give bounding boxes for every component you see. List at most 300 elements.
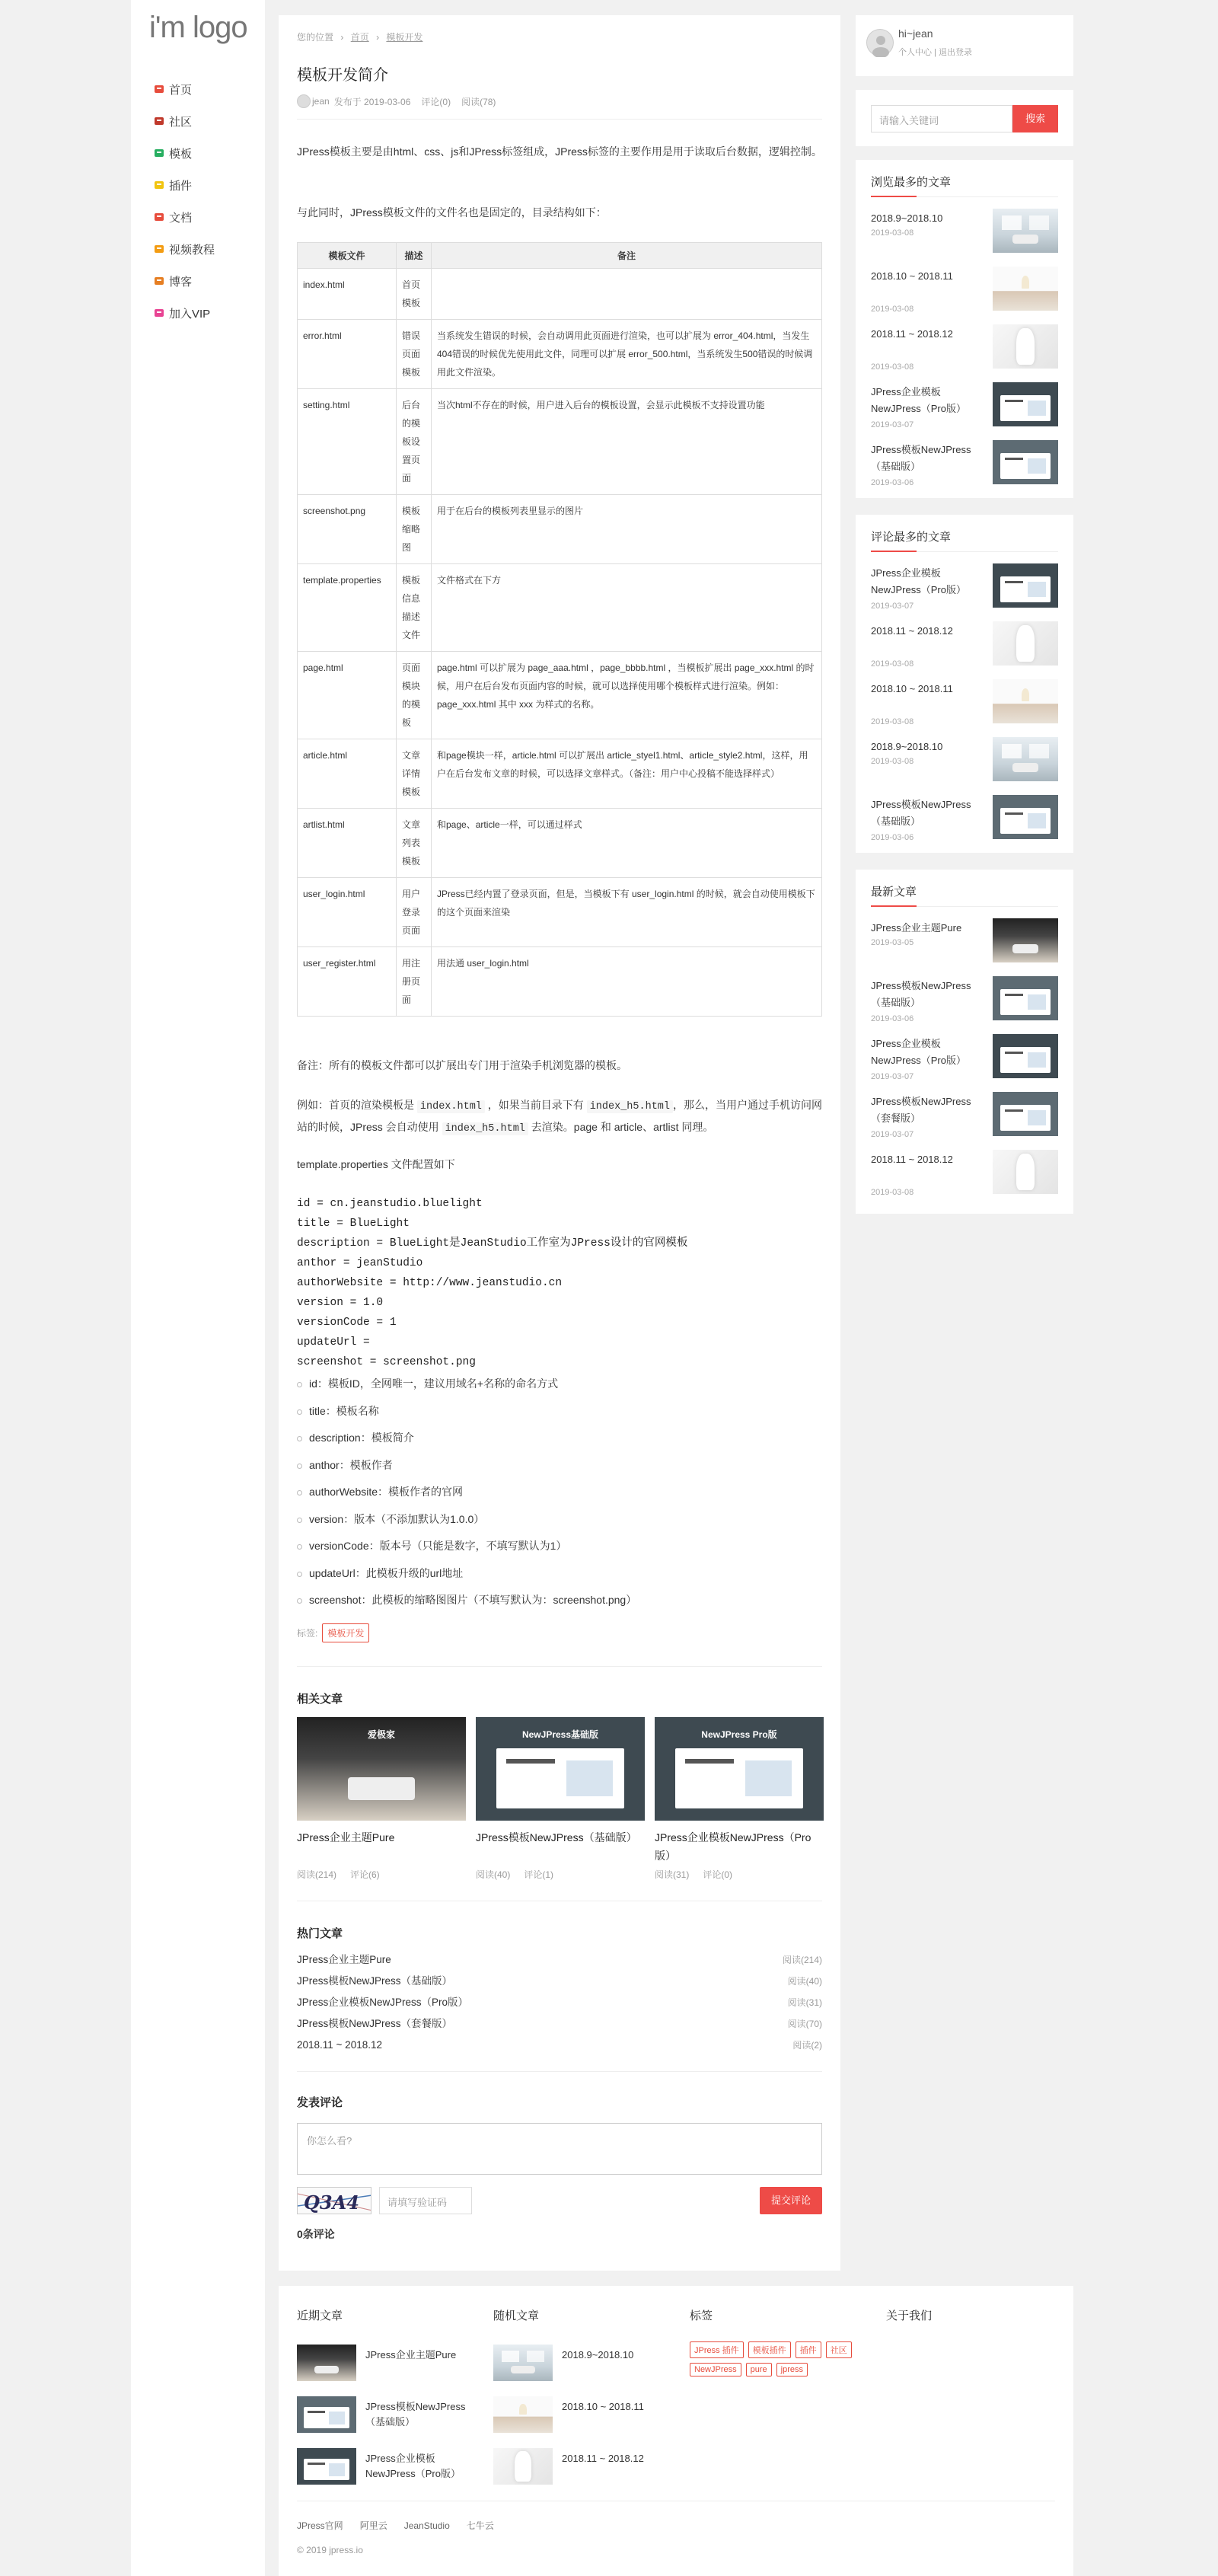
text-span: ，如果当前目录下有 [484, 1099, 587, 1111]
article-thumbnail[interactable] [476, 1717, 645, 1821]
related-title[interactable]: JPress企业模板NewJPress（Pro版） [655, 1831, 811, 1862]
table-row [298, 564, 822, 652]
sidebar-article-title[interactable]: JPress企业模板NewJPress（Pro版） [871, 1038, 966, 1066]
footer-tag[interactable]: pure [746, 2363, 772, 2376]
nav-item-label: 博客 [169, 275, 193, 289]
comment-form-title: 发表评论 [297, 2096, 343, 2109]
thumbnail-window [502, 2351, 519, 2362]
thumbnail-window [1029, 744, 1049, 758]
related-title: 相关文章 [297, 1693, 343, 1706]
sidebar-article-title[interactable]: 2018.10 ~ 2018.11 [871, 683, 953, 694]
sidebar-article[interactable] [871, 918, 1058, 976]
col-header-desc: 描述 [397, 243, 432, 269]
related-comments: 评论(6) [350, 1869, 380, 1880]
cell-file: setting.html [298, 389, 397, 495]
article-thumbnail[interactable] [993, 440, 1058, 484]
thumbnail-mockup [1000, 576, 1050, 602]
title-underline [871, 196, 1058, 197]
cell-note [432, 269, 822, 320]
breadcrumb-home-link[interactable]: 首页 [350, 32, 369, 43]
captcha-input[interactable]: 请填写验证码 [379, 2187, 472, 2214]
thumbnail-caption: NewJPress基础版 [521, 1729, 599, 1740]
template-icon [152, 147, 166, 159]
table-header-row [298, 243, 822, 269]
article-thumbnail[interactable] [993, 209, 1058, 253]
nav-item-6[interactable] [152, 265, 215, 297]
thumbnail-sofa [1012, 944, 1038, 954]
divider [297, 119, 822, 120]
related-card[interactable] [655, 1717, 824, 1881]
related-articles [297, 1717, 822, 1881]
list-item: version：版本（不添加默认为1.0.0） [297, 1506, 822, 1534]
article-tags [297, 1623, 822, 1642]
sidebar-article[interactable] [871, 1034, 1058, 1092]
nav-item-label: 插件 [169, 179, 193, 193]
col-header-note: 备注 [432, 243, 822, 269]
nav-item-label: 加入VIP [169, 307, 211, 321]
footer-article-title[interactable]: 2018.9~2018.10 [562, 2349, 634, 2361]
footer-link[interactable]: JPress官网 [297, 2520, 343, 2531]
page-title: 模板开发简介 [297, 67, 388, 84]
nav-item-0[interactable] [152, 73, 215, 105]
article-thumbnail[interactable] [493, 2396, 553, 2433]
list-item: title：模板名称 [297, 1398, 822, 1425]
nav-item-1[interactable] [152, 105, 215, 137]
footer-about-title: 关于我们 [886, 2309, 933, 2322]
footer-recent-title: 近期文章 [297, 2309, 343, 2322]
nav-item-label: 文档 [169, 211, 193, 225]
footer-tag-cloud [690, 2341, 872, 2376]
related-views: 阅读(214) [297, 1869, 337, 1880]
most-commented-list [871, 563, 1058, 853]
article-thumbnail[interactable] [993, 1150, 1058, 1194]
thumbnail-window [1002, 744, 1022, 758]
cell-note: 和page、article一样，可以通过样式 [432, 809, 822, 878]
comment-count: 评论(0) [421, 96, 451, 107]
cell-file: index.html [298, 269, 397, 320]
hot-article-title[interactable]: 2018.11 ~ 2018.12 [297, 2039, 382, 2051]
sidebar-article-date: 2019-03-06 [871, 478, 914, 487]
article-thumbnail[interactable] [993, 679, 1058, 723]
thumbnail-sofa [314, 2366, 338, 2374]
sidebar-article-date: 2019-03-08 [871, 228, 914, 238]
sidebar-article-title[interactable]: 2018.11 ~ 2018.12 [871, 625, 953, 637]
article-thumbnail[interactable] [993, 976, 1058, 1020]
divider [297, 2071, 822, 2072]
thumbnail-window [1029, 215, 1049, 230]
article-thumbnail[interactable] [297, 1717, 466, 1821]
cell-file: article.html [298, 739, 397, 809]
article-thumbnail[interactable] [493, 2345, 553, 2381]
article-thumbnail[interactable] [993, 324, 1058, 369]
sidebar-article[interactable] [871, 382, 1058, 440]
sidebar-article[interactable] [871, 209, 1058, 267]
cell-desc: 用户登录页面 [397, 878, 432, 947]
properties-list [297, 1371, 822, 1614]
sidebar-article-date: 2019-03-07 [871, 1130, 914, 1139]
cell-note: page.html 可以扩展为 page_aaa.html ，page_bbbb.html ，当模板扩展出 page_xxx.html 的时候，用户在后台发布页面内容的时候，就可以选择使用哪个模板样式进行渲染。例如： page_xxx.html 其中 xxx 为样式的名称。 [432, 652, 822, 739]
article-container [279, 15, 840, 2271]
captcha-graphic [298, 2188, 371, 2214]
inline-code: index.html [417, 1100, 485, 1113]
community-icon [152, 115, 166, 127]
latest-panel [856, 870, 1073, 1214]
divider [297, 1666, 822, 1667]
sidebar-article[interactable] [871, 563, 1058, 621]
sidebar-article-date: 2019-03-05 [871, 938, 914, 947]
comment-textarea[interactable]: 你怎么看? [297, 2123, 822, 2175]
home-icon [152, 83, 166, 95]
table-row [298, 320, 822, 389]
thumbnail-caption: 爱极家 [367, 1729, 395, 1740]
sidebar-article-date: 2019-03-06 [871, 833, 914, 842]
nav-item-3[interactable] [152, 169, 215, 201]
hot-article-title[interactable]: JPress模板NewJPress（基础版） [297, 1975, 453, 1987]
table-row [298, 269, 822, 320]
related-title[interactable]: JPress模板NewJPress（基础版） [476, 1831, 637, 1843]
intro-paragraph-2: 与此同时，JPress模板文件的文件名也是固定的，目录结构如下： [297, 206, 607, 219]
list-item: screenshot：此模板的缩略图图片（不填写默认为：screenshot.png） [297, 1587, 822, 1614]
related-title[interactable]: JPress企业主题Pure [297, 1831, 395, 1843]
footer-tag[interactable]: 模板插件 [748, 2341, 791, 2358]
table-row [298, 809, 822, 878]
table-row [298, 652, 822, 739]
publish-date: 发布于 2019-03-06 [333, 96, 411, 107]
footer-article-title[interactable]: JPress企业主题Pure [365, 2349, 457, 2361]
footer-article[interactable] [493, 2396, 644, 2448]
sidebar-article-title[interactable]: 2018.11 ~ 2018.12 [871, 1154, 953, 1165]
cell-note: 和page模块一样，article.html 可以扩展出 article_styel1.html、article_style2.html，这样，用户在后台发布文章的时候，可以选择文章样式。（备注：用户中心投稿不能选择样式） [432, 739, 822, 809]
cell-desc: 页面模块的模板 [397, 652, 432, 739]
footer-article-title[interactable]: 2018.10 ~ 2018.11 [562, 2401, 644, 2412]
inline-code: index_h5.html [587, 1100, 673, 1113]
footer-tag[interactable]: NewJPress [690, 2363, 741, 2376]
site-footer [279, 2286, 1073, 2576]
thumbnail-mockup [1000, 989, 1050, 1015]
related-card[interactable] [476, 1717, 645, 1881]
article-thumbnail[interactable] [993, 1092, 1058, 1136]
article-thumbnail[interactable] [297, 2345, 356, 2381]
thumbnail-mockup [304, 2407, 349, 2428]
sidebar-article[interactable] [871, 621, 1058, 679]
search-input[interactable]: 请输入关键词 [871, 105, 1012, 132]
sidebar-article-title[interactable]: JPress企业模板NewJPress（Pro版） [871, 386, 966, 414]
search-button[interactable]: 搜索 [1012, 105, 1058, 132]
cell-desc: 用注册页面 [397, 947, 432, 1017]
footer-tag[interactable]: 插件 [796, 2341, 821, 2358]
thumbnail-mockup [304, 2459, 349, 2480]
sidebar-article-title[interactable]: JPress企业主题Pure [871, 922, 962, 934]
video-icon [152, 243, 166, 255]
article-thumbnail[interactable] [993, 795, 1058, 839]
cell-note: 用于在后台的模板列表里显示的图片 [432, 495, 822, 564]
nav-item-7[interactable] [152, 297, 215, 329]
sidebar-article-title[interactable]: JPress模板NewJPress（基础版） [871, 799, 971, 827]
captcha-text: Q3A4 [304, 2191, 359, 2214]
tags-label: 标签: [297, 1628, 318, 1639]
footer-recent-list [297, 2345, 466, 2500]
sidebar-article-title[interactable]: 2018.10 ~ 2018.11 [871, 270, 953, 282]
latest-list [871, 918, 1058, 1208]
sidebar-article-title[interactable]: JPress企业模板NewJPress（Pro版） [871, 567, 966, 595]
tag-link[interactable]: 模板开发 [322, 1623, 369, 1642]
thumbnail-window [1002, 215, 1022, 230]
footer-link[interactable]: JeanStudio [403, 2520, 450, 2531]
thumbnail-mockup [1000, 395, 1050, 421]
cell-file: page.html [298, 652, 397, 739]
mobile-note: 备注：所有的模板文件都可以扩展出专门用于渲染手机浏览器的模板。 [297, 1059, 627, 1071]
sidebar-article[interactable] [871, 1092, 1058, 1150]
table-row [298, 878, 822, 947]
nav-item-label: 首页 [169, 83, 193, 97]
user-panel [856, 15, 1073, 76]
user-name[interactable]: hi~jean [898, 27, 933, 40]
sidebar-article-title[interactable]: 2018.11 ~ 2018.12 [871, 328, 953, 340]
view-count: 阅读(78) [461, 96, 496, 107]
cell-file: user_register.html [298, 947, 397, 1017]
cell-file: template.properties [298, 564, 397, 652]
breadcrumb-current-link[interactable]: 模板开发 [386, 32, 423, 43]
cell-file: user_login.html [298, 878, 397, 947]
blog-icon [152, 275, 166, 287]
hot-article-row[interactable] [297, 1949, 822, 1971]
most-commented-title: 评论最多的文章 [871, 531, 952, 544]
document-icon [152, 211, 166, 223]
left-sidebar [131, 0, 265, 2576]
sidebar-article-date: 2019-03-08 [871, 362, 914, 372]
list-item: id：模板ID，全网唯一，建议用域名+名称的命名方式 [297, 1371, 822, 1398]
nav-item-label: 视频教程 [169, 243, 215, 257]
sidebar-article[interactable] [871, 679, 1058, 737]
list-item: anthor：模板作者 [297, 1452, 822, 1480]
thumbnail-figure [1016, 1154, 1035, 1191]
footer-article[interactable] [493, 2345, 634, 2396]
footer-link[interactable]: 七牛云 [466, 2520, 494, 2531]
related-meta [476, 1868, 645, 1881]
list-item: authorWebsite：模板作者的官网 [297, 1479, 822, 1506]
article-thumbnail[interactable] [493, 2448, 553, 2485]
comment-count-total: 0条评论 [297, 2228, 335, 2240]
cell-desc: 后台的模板设置页面 [397, 389, 432, 495]
related-comments: 评论(0) [703, 1869, 733, 1880]
article-thumbnail[interactable] [993, 267, 1058, 311]
text-span: 例如：首页的渲染模板是 [297, 1099, 417, 1111]
table-row [298, 947, 822, 1017]
article-thumbnail[interactable] [297, 2396, 356, 2433]
cell-note: 文件格式在下方 [432, 564, 822, 652]
thumbnail-mockup [496, 1748, 625, 1808]
sidebar-article[interactable] [871, 795, 1058, 853]
footer-article-title[interactable]: 2018.11 ~ 2018.12 [562, 2453, 644, 2464]
footer-tag[interactable]: JPress 插件 [690, 2341, 744, 2358]
related-views: 阅读(40) [476, 1869, 511, 1880]
hot-article-row[interactable] [297, 2013, 822, 2035]
article-thumbnail[interactable] [993, 737, 1058, 781]
hot-article-title[interactable]: JPress企业主题Pure [297, 1954, 391, 1965]
footer-article[interactable] [297, 2448, 461, 2500]
cell-desc: 首页模板 [397, 269, 432, 320]
author-name[interactable]: jean [312, 96, 330, 107]
properties-code-block: id = cn.jeanstudio.bluelight title = BlueLight description = BlueLight是JeanStudio工作室为JPress设计的官网模板 anthor = jeanStudio authorWebsite = http://www.jeanstudio.cn version = 1.0 versionCode = 1 updateUrl = screenshot = screenshot.png [297, 1198, 688, 1368]
captcha-image[interactable] [297, 2187, 371, 2214]
hot-article-row[interactable] [297, 1971, 822, 1992]
footer-article-title[interactable]: JPress模板NewJPress（基础版） [365, 2401, 466, 2428]
article-thumbnail[interactable] [993, 382, 1058, 426]
article-thumbnail[interactable] [655, 1717, 824, 1821]
submit-comment-button[interactable]: 提交评论 [760, 2187, 822, 2214]
user-icon [867, 30, 894, 57]
thumbnail-figure [515, 2451, 531, 2482]
hot-article-views: 阅读(40) [787, 1976, 822, 1987]
article-thumbnail[interactable] [993, 1034, 1058, 1078]
user-links[interactable]: 个人中心 | 退出登录 [898, 48, 972, 57]
latest-title: 最新文章 [871, 886, 917, 899]
cell-desc: 文章列表模板 [397, 809, 432, 878]
list-item: updateUrl：此模板升级的url地址 [297, 1560, 822, 1588]
article-meta [297, 94, 822, 108]
thumbnail-lamp [519, 2404, 526, 2415]
related-card[interactable] [297, 1717, 466, 1881]
cell-file: error.html [298, 320, 397, 389]
thumbnail-sofa [1012, 235, 1038, 244]
hot-title: 热门文章 [297, 1927, 343, 1940]
cell-desc: 模板缩略图 [397, 495, 432, 564]
text-span: ，那么，当用户通过手机访问网站的时候，JPress 会自动使用 [297, 1099, 823, 1133]
thumbnail-caption: NewJPress Pro版 [701, 1729, 777, 1740]
most-viewed-panel [856, 160, 1073, 498]
cell-note: 用法通 user_login.html [432, 947, 822, 1017]
article-thumbnail[interactable] [993, 918, 1058, 962]
sidebar-article-date: 2019-03-08 [871, 757, 914, 766]
search-panel [856, 90, 1073, 146]
nav-item-5[interactable] [152, 233, 215, 265]
title-underline [871, 551, 1058, 552]
breadcrumb-sep: › [376, 32, 380, 43]
related-meta [297, 1868, 466, 1881]
footer-tag[interactable]: 社区 [826, 2341, 852, 2358]
thumbnail-mockup [1000, 1047, 1050, 1073]
hot-article-title[interactable]: JPress企业模板NewJPress（Pro版） [297, 1997, 469, 2008]
footer-link[interactable]: 阿里云 [359, 2520, 387, 2531]
user-avatar[interactable] [866, 29, 894, 56]
main-nav [152, 73, 215, 329]
sidebar-article[interactable] [871, 324, 1058, 382]
breadcrumb-prefix: 您的位置 [297, 32, 334, 43]
inline-code: index_h5.html [442, 1122, 528, 1135]
thumbnail-sofa [1012, 763, 1038, 773]
thumbnail-sofa [348, 1777, 416, 1800]
thumbnail-figure [1016, 625, 1035, 662]
most-viewed-list [871, 209, 1058, 498]
footer-recent [297, 2307, 466, 2500]
article-thumbnail[interactable] [993, 621, 1058, 666]
footer-article[interactable] [493, 2448, 644, 2500]
thumbnail-figure [1016, 328, 1035, 365]
sidebar-article-title[interactable]: 2018.9~2018.10 [871, 741, 943, 752]
hot-article-views: 阅读(70) [787, 2019, 822, 2029]
text-span: 去渲染。page 和 article、artlist 同理。 [528, 1121, 714, 1133]
author-avatar[interactable] [297, 94, 311, 108]
hot-article-title[interactable]: JPress模板NewJPress（套餐版） [297, 2018, 453, 2029]
hot-articles-list [297, 1949, 822, 2056]
cell-desc: 文章详情模板 [397, 739, 432, 809]
sidebar-article-title[interactable]: 2018.9~2018.10 [871, 212, 943, 224]
cell-note: 当系统发生错误的时候，会自动调用此页面进行渲染，也可以扩展为 error_404.html，当发生404错误的时候优先使用此文件，同理可以扩展 error_500.html，当系统发生500错误的时候调用此文件渲染。 [432, 320, 822, 389]
article-thumbnail[interactable] [297, 2448, 356, 2485]
thumbnail-lamp [1022, 688, 1029, 701]
sidebar-article[interactable] [871, 737, 1058, 795]
most-commented-panel [856, 515, 1073, 853]
nav-item-label: 社区 [169, 115, 193, 129]
article-thumbnail[interactable] [993, 563, 1058, 608]
template-files-table [297, 242, 822, 1017]
footer-random [493, 2307, 644, 2500]
hot-article-views: 阅读(214) [782, 1955, 822, 1965]
sidebar-article[interactable] [871, 267, 1058, 324]
vip-diamond-icon [152, 307, 166, 319]
hot-article-row[interactable] [297, 1992, 822, 2013]
cell-desc: 错误页面模板 [397, 320, 432, 389]
hot-article-views: 阅读(2) [792, 2040, 822, 2051]
cell-file: artlist.html [298, 809, 397, 878]
footer-tag[interactable]: jpress [776, 2363, 808, 2376]
list-item: description：模板简介 [297, 1425, 822, 1452]
sidebar-article-date: 2019-03-08 [871, 1188, 914, 1197]
related-views: 阅读(31) [655, 1869, 690, 1880]
thumbnail-mockup [1000, 808, 1050, 834]
cell-file: screenshot.png [298, 495, 397, 564]
site-logo[interactable]: i'm logo [149, 11, 247, 44]
sidebar-article[interactable] [871, 1150, 1058, 1208]
footer-article-title[interactable]: JPress企业模板NewJPress（Pro版） [365, 2453, 461, 2479]
sidebar-article-date: 2019-03-07 [871, 602, 914, 611]
most-viewed-title: 浏览最多的文章 [871, 176, 952, 189]
footer-article[interactable] [297, 2396, 466, 2448]
nav-item-2[interactable] [152, 137, 215, 169]
sidebar-article[interactable] [871, 976, 1058, 1034]
hot-article-row[interactable] [297, 2035, 822, 2056]
footer-links [297, 2519, 511, 2532]
intro-paragraph: JPress模板主要是由html、css、js和JPress标签组成，JPress标签的主要作用是用于读取后台数据，逻辑控制。 [297, 145, 822, 158]
footer-article[interactable] [297, 2345, 457, 2396]
col-header-file: 模板文件 [298, 243, 397, 269]
nav-item-4[interactable] [152, 201, 215, 233]
sidebar-article-title[interactable]: JPress模板NewJPress（基础版） [871, 444, 971, 472]
plugin-icon [152, 179, 166, 191]
thumbnail-sofa [511, 2366, 534, 2374]
related-comments: 评论(1) [524, 1869, 554, 1880]
sidebar-article-date: 2019-03-08 [871, 659, 914, 669]
title-underline [871, 906, 1058, 907]
captcha-row [297, 2187, 822, 2214]
sidebar-article-title[interactable]: JPress模板NewJPress（套餐版） [871, 1096, 971, 1124]
nav-item-label: 模板 [169, 147, 193, 161]
sidebar-article-date: 2019-03-08 [871, 305, 914, 314]
sidebar-article-date: 2019-03-07 [871, 420, 914, 429]
table-row [298, 739, 822, 809]
footer-tags [690, 2307, 872, 2376]
sidebar-article-title[interactable]: JPress模板NewJPress（基础版） [871, 980, 971, 1008]
footer-random-list [493, 2345, 644, 2500]
table-row [298, 495, 822, 564]
sidebar-article-date: 2019-03-06 [871, 1014, 914, 1023]
cell-desc: 模板信息描述文件 [397, 564, 432, 652]
sidebar-article[interactable] [871, 440, 1058, 498]
footer-about [886, 2307, 932, 2323]
sidebar-article-date: 2019-03-07 [871, 1072, 914, 1081]
properties-heading: template.properties 文件配置如下 [297, 1158, 455, 1170]
breadcrumb [297, 30, 822, 43]
